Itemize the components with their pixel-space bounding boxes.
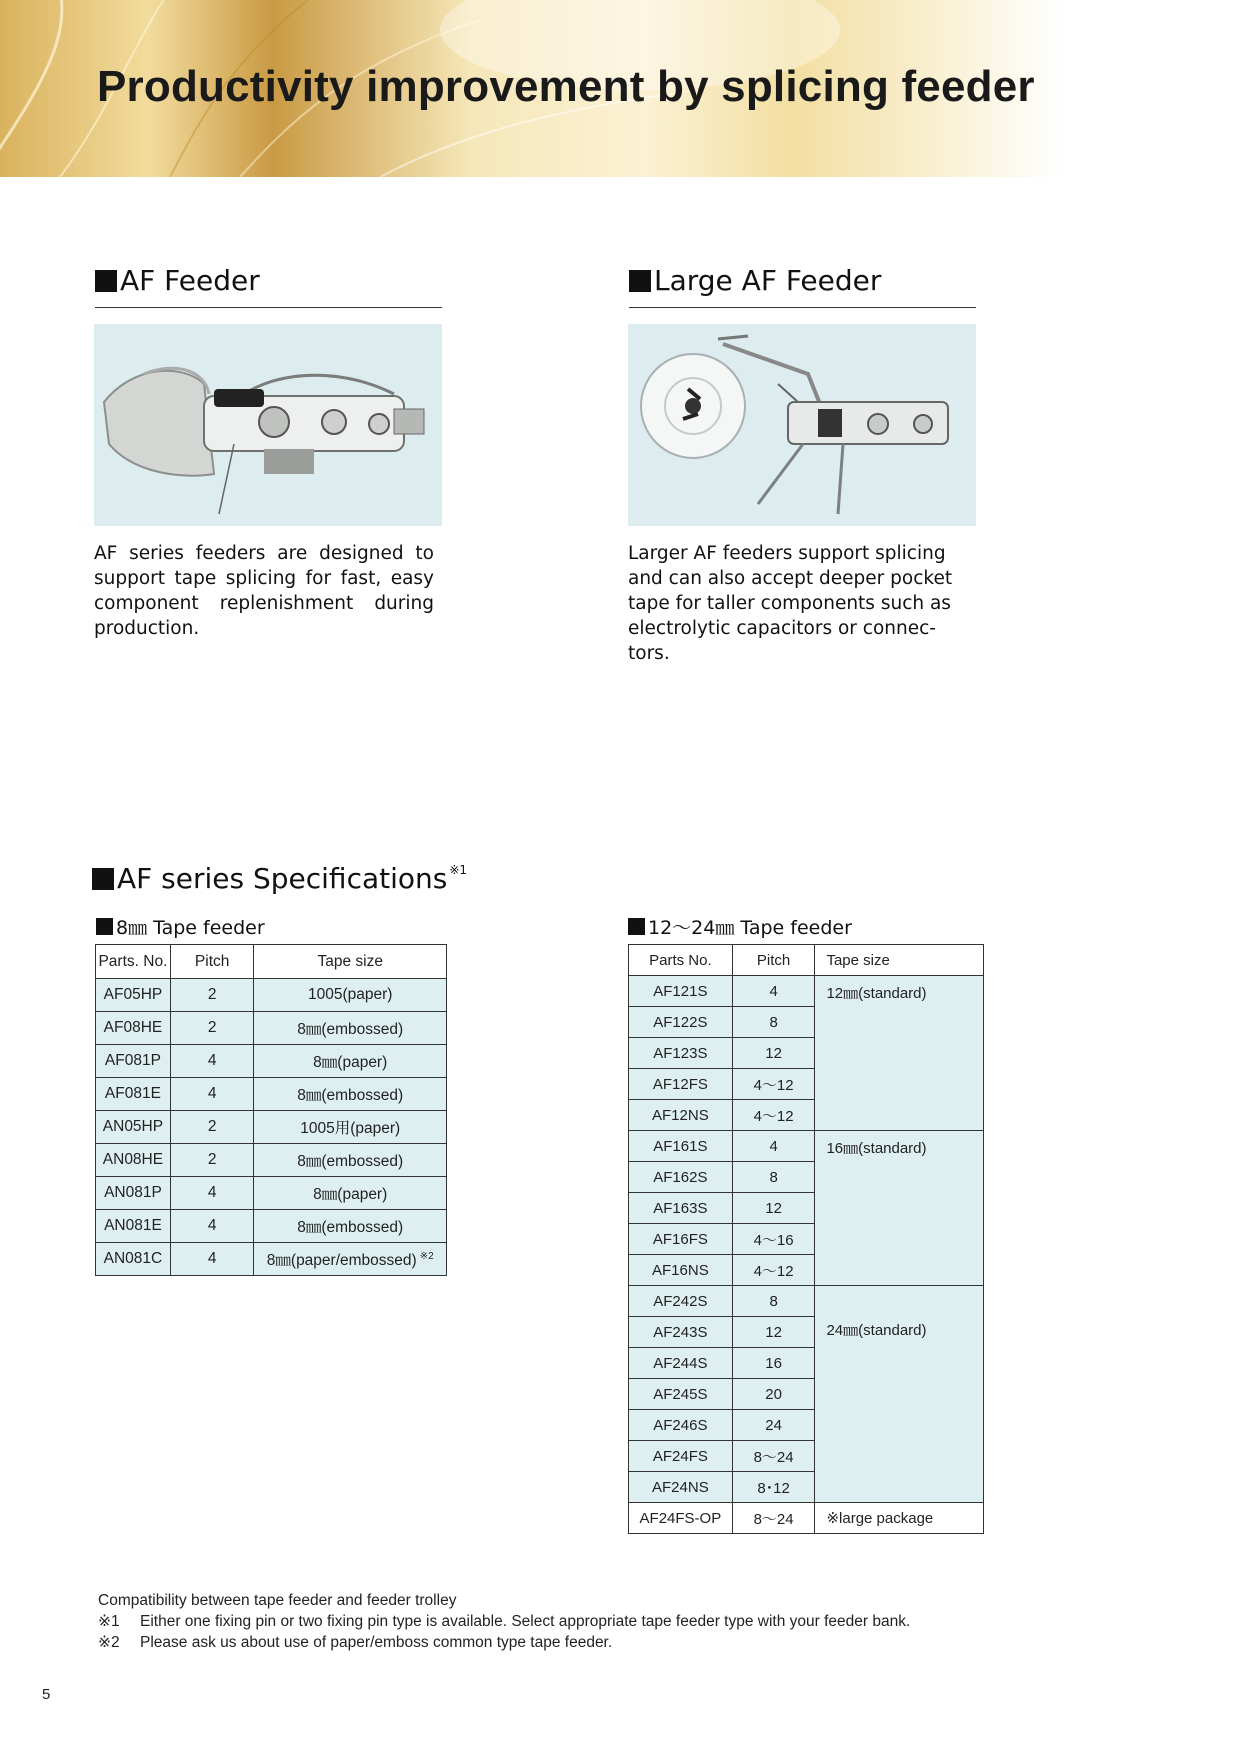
specifications-heading-note: ※1	[449, 863, 468, 877]
pitch-cell: 4～16	[732, 1224, 815, 1255]
large-af-feeder-photo	[628, 324, 976, 526]
pitch-cell: 8	[732, 1286, 815, 1317]
table-header-row	[629, 945, 984, 976]
part-number-cell: AF244S	[629, 1348, 733, 1379]
table-row	[629, 1131, 984, 1162]
column-header: Tape size	[815, 945, 984, 976]
pitch-cell: 12	[732, 1038, 815, 1069]
large-af-feeder-description: Larger AF feeders support splicing and can also accept deeper pocket tape for taller components such as electrolytic capacitors or connec-tors.	[628, 543, 953, 664]
tape-size-cell	[254, 1243, 447, 1276]
tape12-24-spec-table	[628, 944, 984, 1534]
part-number-cell: AF242S	[629, 1286, 733, 1317]
column-header: Parts. No.	[96, 945, 171, 979]
part-number-cell: AF246S	[629, 1410, 733, 1441]
pitch-cell: 16	[732, 1348, 815, 1379]
page-number: 5	[42, 1686, 51, 1703]
table-header-row	[96, 945, 447, 979]
pitch-cell: 4	[170, 1045, 254, 1078]
pitch-cell: 2	[170, 979, 254, 1012]
part-number-cell: AF243S	[629, 1317, 733, 1348]
column-header: Tape size	[254, 945, 447, 979]
tape-size-cell: 8㎜(paper)	[254, 1177, 447, 1210]
tape-size-text: 8㎜(paper/embossed)	[266, 1252, 417, 1269]
af-feeder-description: AF series feeders are designed to support tape splicing for fast, easy component replenishment during production.	[94, 543, 434, 639]
table-row	[629, 1286, 984, 1317]
table-row	[96, 1111, 447, 1144]
column-header: Pitch	[732, 945, 815, 976]
tape-size-cell: 1005用(paper)	[254, 1111, 447, 1144]
tape-size-group-text: 24㎜(standard)	[826, 1321, 927, 1339]
black-square-bullet-icon	[95, 270, 117, 292]
pitch-cell: 8･12	[732, 1472, 815, 1503]
part-number-cell: AF16FS	[629, 1224, 733, 1255]
pitch-cell: 12	[732, 1193, 815, 1224]
tape-size-cell: 1005(paper)	[254, 979, 447, 1012]
footnote-text: Either one fixing pin or two fixing pin type is available. Select appropriate tape feeder type with your feeder bank.	[140, 1613, 911, 1630]
part-number-cell: AF245S	[629, 1379, 733, 1410]
tape-size-cell: 8㎜(embossed)	[254, 1210, 447, 1243]
part-number-cell: AF163S	[629, 1193, 733, 1224]
af-feeder-illustration	[94, 324, 442, 526]
pitch-cell: 4～12	[732, 1069, 815, 1100]
pitch-cell: 12	[732, 1317, 815, 1348]
black-square-bullet-icon	[628, 918, 645, 935]
column-header: Parts No.	[629, 945, 733, 976]
part-number-cell: AN08HE	[96, 1144, 171, 1177]
table-row	[96, 1012, 447, 1045]
footnote-item	[98, 1632, 910, 1653]
part-number-cell: AF12FS	[629, 1069, 733, 1100]
part-number-cell: AF16NS	[629, 1255, 733, 1286]
footnote-item	[98, 1611, 910, 1632]
large-af-feeder-heading-rule	[629, 307, 976, 308]
table-row	[96, 1177, 447, 1210]
pitch-cell: 4～12	[732, 1255, 815, 1286]
footnote-mark: ※1	[98, 1613, 120, 1630]
tape12-heading-text: 12～24㎜ Tape feeder	[648, 917, 852, 939]
tape8-spec-table	[95, 944, 447, 1276]
part-number-cell: AF162S	[629, 1162, 733, 1193]
tape-size-cell: 8㎜(embossed)	[254, 1078, 447, 1111]
pitch-cell: 8～24	[732, 1503, 815, 1534]
part-number-cell: AF081E	[96, 1078, 171, 1111]
table-row	[96, 979, 447, 1012]
af-feeder-heading	[95, 264, 260, 297]
table-row	[629, 976, 984, 1007]
part-number-cell: AN081E	[96, 1210, 171, 1243]
black-square-bullet-icon	[96, 918, 113, 935]
footnote-text: Please ask us about use of paper/emboss common type tape feeder.	[140, 1634, 613, 1651]
footnote-mark: ※2	[419, 1251, 434, 1262]
part-number-cell: AN05HP	[96, 1111, 171, 1144]
part-number-cell: AF24FS-OP	[629, 1503, 733, 1534]
table-row	[629, 1503, 984, 1534]
tape8-heading	[96, 913, 265, 940]
tape-size-cell: 8㎜(embossed)	[254, 1144, 447, 1177]
part-number-cell: AF121S	[629, 976, 733, 1007]
footnote-mark: ※2	[98, 1634, 120, 1651]
large-af-feeder-heading	[629, 264, 881, 297]
part-number-cell: AF081P	[96, 1045, 171, 1078]
tape-size-group-cell: 12㎜(standard)	[815, 976, 984, 1131]
part-number-cell: AF123S	[629, 1038, 733, 1069]
part-number-cell: AF08HE	[96, 1012, 171, 1045]
tape-size-cell: 8㎜(embossed)	[254, 1012, 447, 1045]
pitch-cell: 24	[732, 1410, 815, 1441]
part-number-cell: AF05HP	[96, 979, 171, 1012]
table-row	[96, 1144, 447, 1177]
pitch-cell: 4	[170, 1210, 254, 1243]
af-feeder-heading-rule	[95, 307, 442, 308]
pitch-cell: 2	[170, 1012, 254, 1045]
table-row	[96, 1210, 447, 1243]
pitch-cell: 8	[732, 1007, 815, 1038]
part-number-cell: AN081P	[96, 1177, 171, 1210]
part-number-cell: AF122S	[629, 1007, 733, 1038]
pitch-cell: 2	[170, 1111, 254, 1144]
tape-size-cell: 8㎜(paper)	[254, 1045, 447, 1078]
footnotes	[98, 1590, 910, 1653]
footnote-intro: Compatibility between tape feeder and feeder trolley	[98, 1592, 457, 1609]
table-row	[96, 1243, 447, 1276]
pitch-cell: 4	[170, 1243, 254, 1276]
pitch-cell: 4	[170, 1177, 254, 1210]
pitch-cell: 4	[732, 976, 815, 1007]
page-title: Productivity improvement by splicing feeder	[97, 62, 1035, 111]
tape-size-group-cell: 16㎜(standard)	[815, 1131, 984, 1286]
pitch-cell: 4	[170, 1078, 254, 1111]
af-feeder-heading-text: AF Feeder	[120, 264, 260, 297]
tape8-heading-text: 8㎜ Tape feeder	[116, 917, 265, 939]
tape12-heading	[628, 913, 852, 940]
part-number-cell: AN081C	[96, 1243, 171, 1276]
table-row	[96, 1045, 447, 1078]
pitch-cell: 4～12	[732, 1100, 815, 1131]
specifications-heading	[92, 862, 467, 895]
tape-size-cell: ※large package	[815, 1503, 984, 1534]
column-header: Pitch	[170, 945, 254, 979]
large-af-feeder-heading-text: Large AF Feeder	[654, 264, 882, 297]
table-row	[96, 1078, 447, 1111]
part-number-cell: AF24FS	[629, 1441, 733, 1472]
pitch-cell: 4	[732, 1131, 815, 1162]
large-af-feeder-illustration	[628, 324, 976, 526]
af-feeder-photo	[94, 324, 442, 526]
part-number-cell: AF12NS	[629, 1100, 733, 1131]
specifications-heading-text: AF series Specifications	[117, 862, 448, 895]
pitch-cell: 2	[170, 1144, 254, 1177]
black-square-bullet-icon	[92, 868, 114, 890]
pitch-cell: 8～24	[732, 1441, 815, 1472]
part-number-cell: AF161S	[629, 1131, 733, 1162]
pitch-cell: 8	[732, 1162, 815, 1193]
tape-size-group-cell	[815, 1286, 984, 1503]
part-number-cell: AF24NS	[629, 1472, 733, 1503]
black-square-bullet-icon	[629, 270, 651, 292]
pitch-cell: 20	[732, 1379, 815, 1410]
